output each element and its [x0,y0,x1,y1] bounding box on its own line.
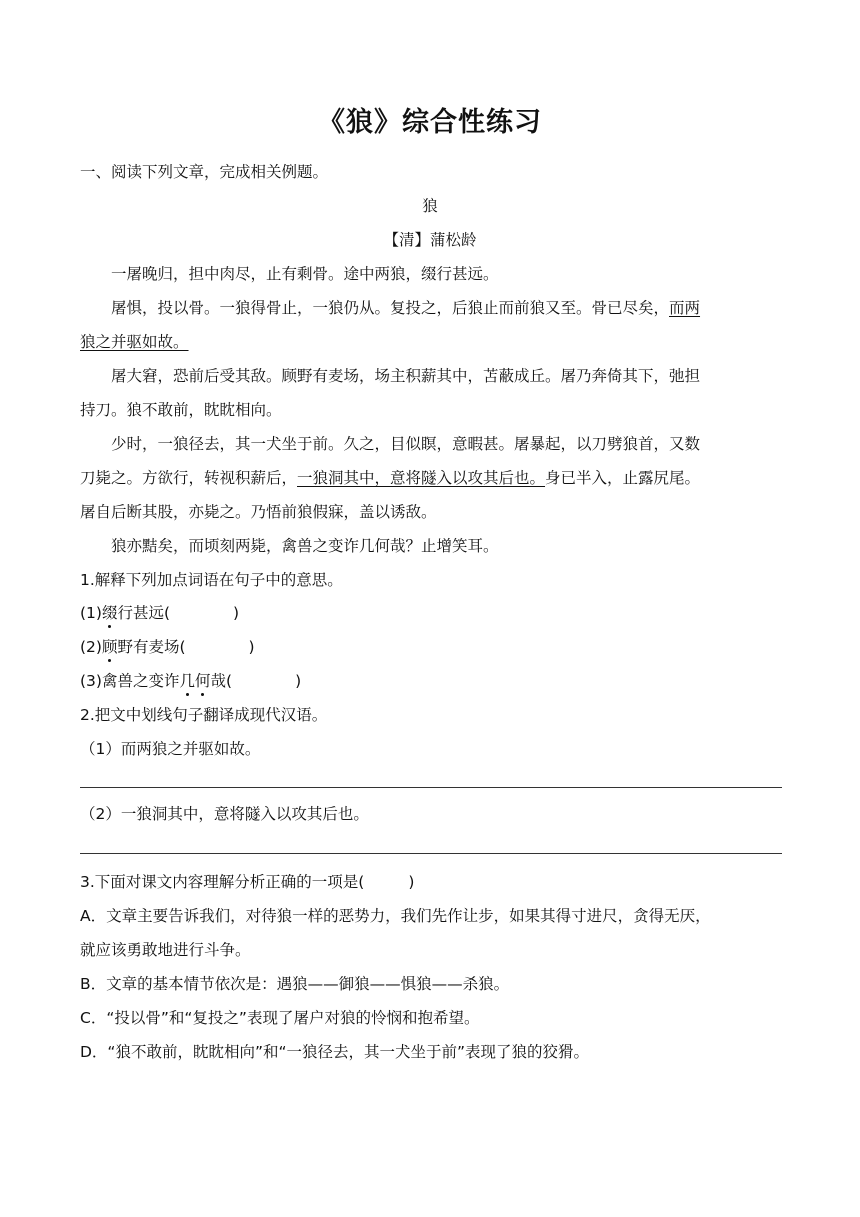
passage-paragraph-1: 一屠晚归，担中肉尽，止有剩骨。途中两狼，缀行甚远。 [111,265,499,283]
passage-text: 屠惧，投以骨。一狼得骨止，一狼仍从。复投之，后狼止而前狼又至。骨已尽矣， [111,299,670,317]
question-1-stem: 1.解释下列加点词语在句子中的意思。 [80,571,343,589]
question-1-item-2 [80,636,255,658]
dotted-word: 何 [194,672,211,690]
passage-text: 刀毙之。方欲行，转视积薪后， [80,469,298,487]
item-text: 野有麦场( [117,638,186,656]
section-heading: 一、阅读下列文章，完成相关例题。 [80,163,329,181]
option-b: B．文章的基本情节依次是：遇狼——御狼——惧狼——杀狼。 [80,975,510,993]
passage-title: 狼 [422,197,438,215]
question-2-stem: 2.把文中划线句子翻译成现代汉语。 [80,706,328,724]
option-d: D．“狼不敢前，眈眈相向”和“一狼径去，其一犬坐于前”表现了狼的狡猾。 [80,1043,590,1061]
stem-text: 3.下面对课文内容理解分析正确的一项是( [80,873,365,891]
passage-text: 身已半入，止露尻尾。 [545,469,701,487]
item-text: (3)禽兽之变诈 [80,672,180,690]
question-3-stem [80,871,414,893]
passage-author: 【清】蒲松龄 [383,231,477,249]
passage-paragraph-4-line-1: 少时，一狼径去，其一犬坐于前。久之，目似瞑，意暇甚。屠暴起，以刀劈狼首，又数 [111,435,701,453]
underlined-sentence-1-part-1: 而两 [669,299,701,317]
item-number: (2) [80,638,102,656]
item-text: 行甚远( [117,604,171,622]
question-2-sentence-1: （1）而两狼之并驱如故。 [80,740,261,758]
underlined-sentence-1-part-2: 狼之并驱如故。 [80,333,189,351]
passage-paragraph-5: 狼亦黠矣，而顷刻两毙，禽兽之变诈几何哉？止增笑耳。 [111,537,499,555]
dotted-word: 缀 [101,604,118,622]
stem-text: ) [408,873,415,891]
answer-line-1[interactable] [80,787,782,788]
item-text: 哉( [210,672,233,690]
option-a-line-2: 就应该勇敢地进行斗争。 [80,941,251,959]
item-text: ) [248,638,255,656]
passage-paragraph-4-line-3: 屠自后断其股，亦毙之。乃悟前狼假寐，盖以诱敌。 [80,503,437,521]
answer-line-2[interactable] [80,853,782,854]
question-1-item-3 [80,670,301,692]
option-c: C．“投以骨”和“复投之”表现了屠户对狼的怜悯和抱希望。 [80,1009,480,1027]
question-2-sentence-2: （2）一狼洞其中，意将隧入以攻其后也。 [80,805,369,823]
passage-paragraph-3-line-1: 屠大窘，恐前后受其敌。顾野有麦场，场主积薪其中，苫蔽成丘。屠乃奔倚其下，弛担 [111,367,701,385]
question-1-item-1 [80,602,239,624]
item-number: (1) [80,604,102,622]
worksheet-title: 《狼》综合性练习 [318,107,542,138]
passage-paragraph-4-line-2 [80,467,700,489]
item-text: ) [233,604,240,622]
underlined-sentence-2: 一狼洞其中，意将隧入以攻其后也。 [297,469,546,487]
option-a-line-1: A．文章主要告诉我们，对待狼一样的恶势力，我们先作让步，如果其得寸进尺，贪得无厌， [80,907,711,925]
passage-paragraph-3-line-2: 持刀。狼不敢前，眈眈相向。 [80,401,282,419]
dotted-word: 顾 [101,638,118,656]
passage-paragraph-2-line-2 [80,331,189,353]
passage-paragraph-2-line-1 [111,297,700,319]
item-text: ) [295,672,302,690]
dotted-word: 几 [179,672,195,690]
